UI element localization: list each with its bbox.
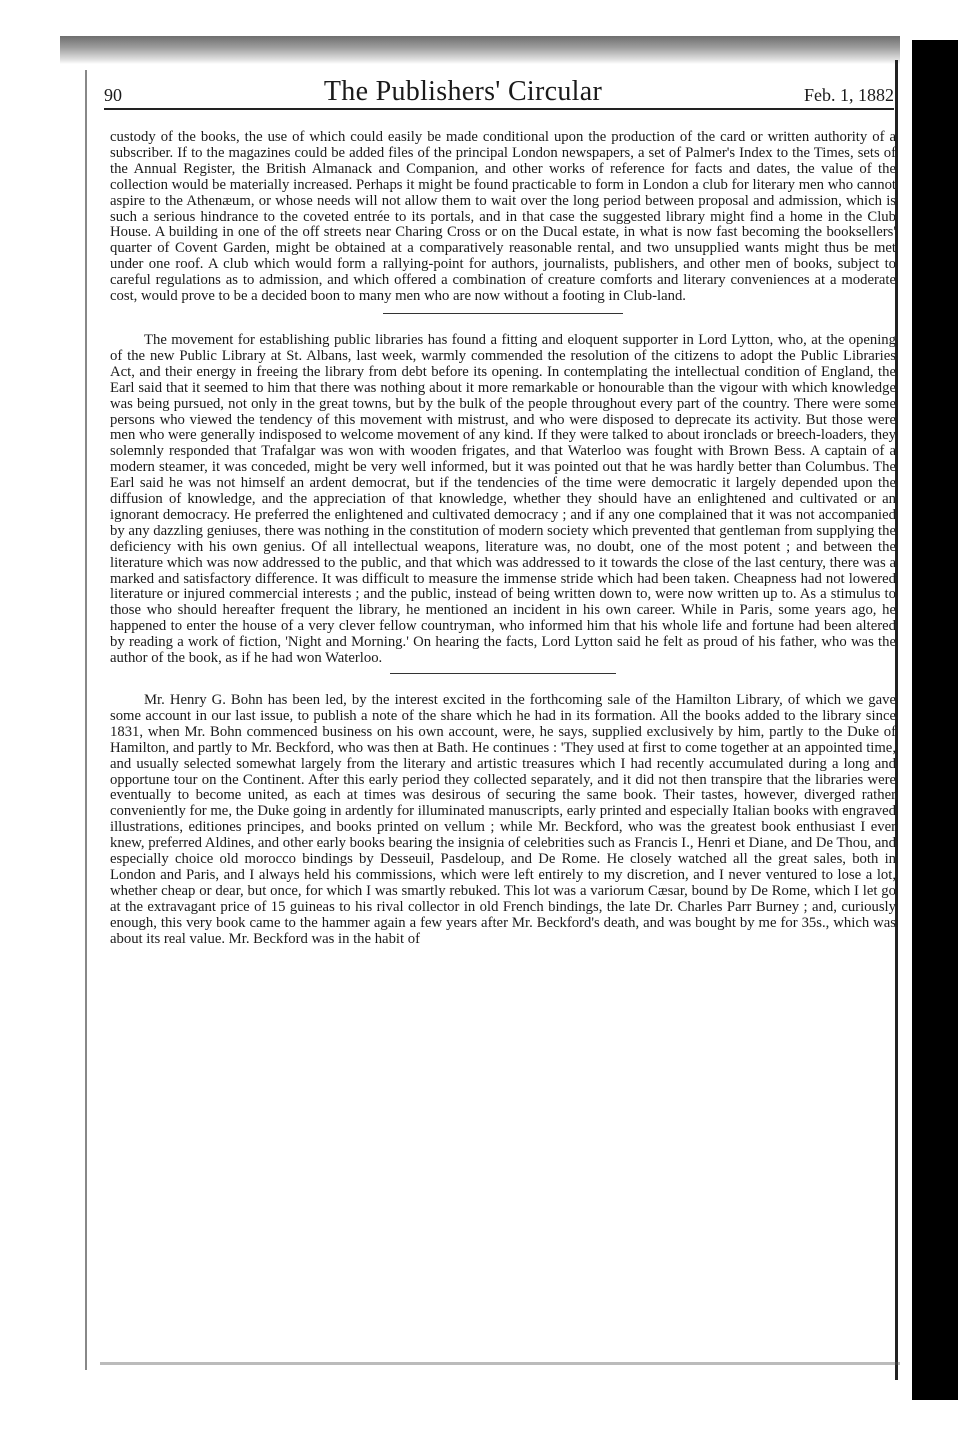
journal-title: The Publishers' Circular [323, 76, 603, 107]
scan-top-shadow [60, 36, 900, 64]
page-number: 90 [104, 85, 122, 105]
paragraph-club-library: custody of the books, the use of which could easily be made conditional upon the production of the card or written authority of a subscriber. If to the magazines could be added files of the principal London newspapers, a set of Palmer's Index to the Times, sets of the Annual Register, the British Almanack and Companion, and other works of reference for facts and dates, the value of the collection would be materially increased. Perhaps it might be found practicable to form in London a club for literary men who cannot aspire to the Athenæum, or whose needs will not allow them to wait over the long period between proposal and admission, which is such a serious hindrance to the coveted entrée to its portals, and in that case the suggested library might find a home in the Club House. A building in one of the off streets near Charing Cross or on the Ducal estate, in what is now fast becoming the booksellers' quarter of Covent Garden, might be obtained at a comparatively reasonable rental, and two unsupplied wants might thus be met under one roof. A club which would form a rallying-point for authors, journalists, publishers, and other men of books, subject to careful regulations as to admission, and which offered a combination of creature comforts and literary conveniences at a moderate cost, would prove to be a decided boon to many men who are now without a footing in Club-land. [110, 129, 896, 305]
section-divider [383, 313, 623, 314]
page-header [104, 74, 894, 110]
scan-bottom-mark [100, 1362, 900, 1365]
paragraph-bohn-hamilton-library: Mr. Henry G. Bohn has been led, by the interest excited in the forthcoming sale of the Hamilton Library, of which we gave some account in our last issue, to publish a note of the share which he had in its formation. All the books added to the library since 1831, when Mr. Bohn commenced business on his own account, were, he says, supplied exclusively by him, partly to the Duke of Hamilton, and partly to Mr. Beckford, who was then at Bath. He continues : 'They used at first to come together at an appointed time, and usually selected somewhat largely from the literary and artistic treasures which I had recently accumulated during a long and opportune tour on the Continent. After this early period they collected separately, and it did not then transpire that the libraries were eventually to become united, as each at times was desirous of securing the same book. Their tastes, however, diverged rather conveniently for me, the Duke going in ardently for illuminated manuscripts, early printed and especially Italian books with engraved illustrations, editiones principes, and books printed on vellum ; while Mr. Beckford, who was the greatest book enthusiast I ever knew, preferred Aldines, and other early books bearing the insignia of celebrities such as Francis I., Henri et Diane, and De Thou, and especially choice old morocco bindings by Desseuil, Pasdeloup, and De Rome. He closely watched all the great sales, both in London and Paris, and I always held his commissions, which were left entirely to my discretion, and I never ventured to lose a lot, whether cheap or dear, but once, for which I was smartly rebuked. This lot was a variorum Cæsar, bound by De Rome, which I let go at the extravagant price of 15 guineas to his rival collector in old French bindings, the late Dr. Charles Parr Burney ; and, curiously enough, this very book came to the hammer again a few years after Mr. Beckford's death, and was bought by me for 35s., which was about its real value. Mr. Beckford was in the habit of [110, 692, 896, 947]
scan-black-edge [912, 40, 958, 1400]
issue-date: Feb. 1, 1882 [803, 85, 894, 105]
paragraph-lord-lytton: The movement for establishing public libraries has found a fitting and eloquent supporter in Lord Lytton, who, at the opening of the new Public Library at St. Albans, last week, warmly commended the resolution of the citizens to adopt the Public Libraries Act, and their energy in freeing the library from debt before its opening. In contemplating the intellectual condition of England, the Earl said that it seemed to him that there was nothing about it more remarkable or honourable than the vigour with which knowledge was being pursued, not only in the great towns, but by the bulk of the people throughout every part of the country. There were some persons who viewed the tendency of this movement with mistrust, and who were disposed to deprecate its activity. But those were men who were generally indisposed to welcome movement of any kind. If they were talked to about ironclads or breech-loaders, they solemnly responded that Trafalgar was won with wooden frigates, and that Waterloo was fought with Brown Bess. A captain of a modern steamer, it was conceded, might be very well informed, but it was pointed out that he was hardly better than Columbus. The Earl said he was not himself an ardent democrat, but if the tendencies of the time were democratic it largely depended upon the diffusion of knowledge, and the appreciation of that knowledge, whether they should have an enlightened and cultivated or an ignorant democracy. He preferred the enlightened and cultivated democracy ; and if any one complained that it was not accompanied by any dazzling geniuses, there was nothing in the constitution of modern society which prevented that gentleman from supplying the deficiency with his own genius. Of all intellectual weapons, literature was, no doubt, one of the most potent ; and between the literature which was now addressed to the public, and that which was addressed to it towards the close of the last century, there was a marked and satisfactory difference. It was difficult to measure the immense stride which had been taken. Cheapness had not lowered literature or injured commercial interests ; and the public, instead of being written down to, were now written up to. As a stimulus to those who should hereafter frequent the library, he mentioned an incident in his own career. While in Paris, some years ago, he happened to enter the house of a very clever fellow countryman, who informed him that his whole life and fortune had been altered by reading a work of fiction, 'Night and Morning.' On hearing the facts, Lord Lytton said he felt as proud of his father, who was the author of the book, as if he had won Waterloo. [110, 331, 896, 667]
scan-left-margin-line [85, 70, 87, 1370]
article-body [110, 130, 896, 948]
section-divider [390, 673, 616, 674]
